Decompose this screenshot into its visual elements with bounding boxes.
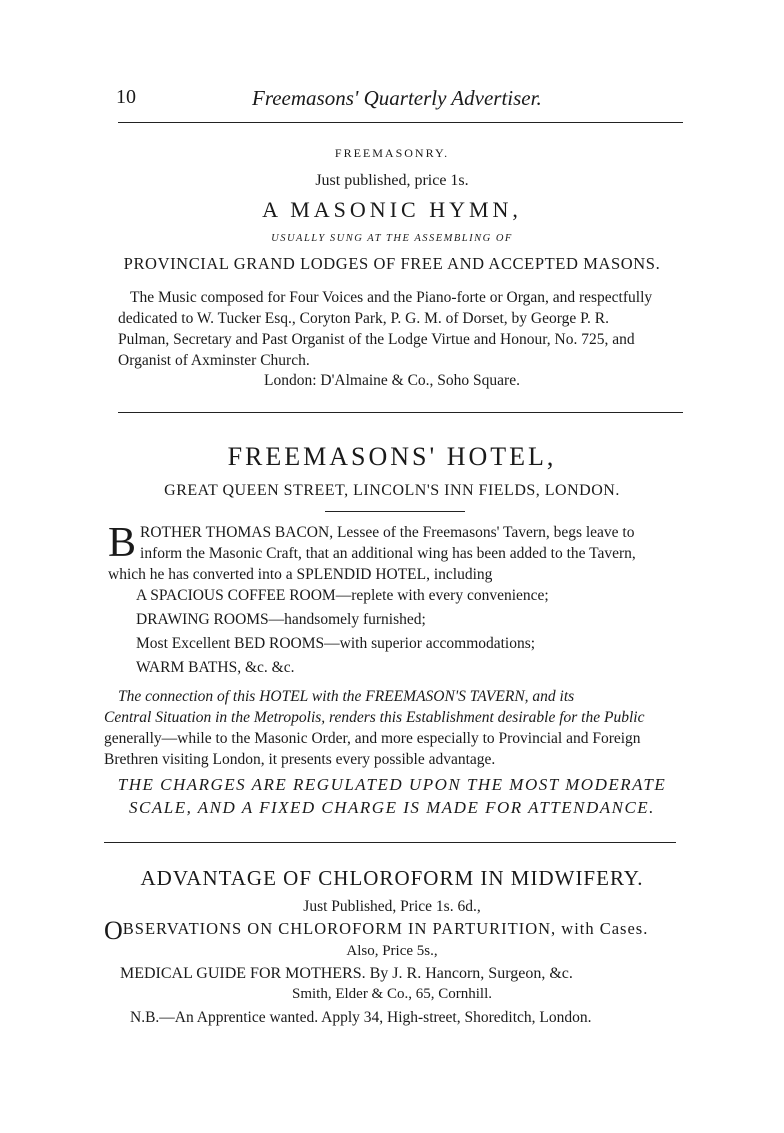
page-number: 10 [116,86,136,108]
ad1-body-line: dedicated to W. Tucker Esq., Coryton Park, P. G. M. of Dorset, by George P. R. [118,310,609,327]
ad1-body [118,287,684,371]
ad2-body-line: generally—while to the Masonic Order, and more especially to Provincial and Foreign [104,730,641,747]
ad3-guide: MEDICAL GUIDE FOR MOTHERS. By J. R. Hancorn, Surgeon, &c. [120,965,573,982]
ad2-body-line: Central Situation in the Metropolis, renders this Establishment desirable for the Public [104,709,645,726]
ad2-intro-line: inform the Masonic Craft, that an additional wing has been added to the Tavern, [140,545,636,562]
ad2-intro [108,522,688,585]
running-title: Freemasons' Quarterly Advertiser. [252,86,542,110]
ad1-body-line: Organist of Axminster Church. [118,352,310,369]
ad1-body-line: Pulman, Secretary and Past Organist of the Lodge Virtue and Honour, No. 725, and [118,331,635,348]
ad3-observations-text: BSERVATIONS ON CHLOROFORM IN PARTURITION, with Cases. [122,919,649,938]
header-rule [118,122,683,123]
ad1-kicker: FREEMASONRY. [334,146,450,160]
ad1-publisher: London: D'Almaine & Co., Soho Square. [264,372,520,389]
ad2-address: GREAT QUEEN STREET, LINCOLN'S INN FIELDS, LONDON. [164,482,620,499]
ad2-intro-line: ROTHER THOMAS BACON, Lessee of the Freemasons' Tavern, begs leave to [140,524,635,541]
ad3-note: N.B.—An Apprentice wanted. Apply 34, High-street, Shoreditch, London. [130,1009,592,1026]
ad3-also: Also, Price 5s., [346,943,438,959]
ad1-body-line: The Music composed for Four Voices and the Piano-forte or Organ, and respectfully [130,289,653,306]
ad2-charges-line: THE CHARGES ARE REGULATED UPON THE MOST MODERATE [117,775,667,794]
ad2-intro-line: which he has converted into a SPLENDID HOTEL, including [108,566,493,583]
ad3-published: Just Published, Price 1s. 6d., [303,898,481,915]
ad2-body [104,686,689,770]
section-divider [104,842,676,843]
ad1-published: Just published, price 1s. [315,172,469,189]
ad1-headline: A MASONIC HYMN, [262,197,522,222]
ad3-publisher: Smith, Elder & Co., 65, Cornhill. [291,986,492,1002]
running-header [0,86,784,116]
ad2-charges-line: SCALE, AND A FIXED CHARGE IS MADE FOR ATTENDANCE. [129,798,655,817]
short-divider [325,511,465,512]
ad2-features [136,584,676,680]
feature-item: WARM BATHS, &c. &c. [136,659,295,676]
ad3-dropcap: O [104,916,123,945]
feature-item: Most Excellent BED ROOMS—with superior accommodations; [136,635,536,652]
feature-item: A SPACIOUS COFFEE ROOM—replete with every convenience; [136,587,549,604]
ad1-subhead: USUALLY SUNG AT THE ASSEMBLING OF [271,233,513,244]
ad3-headline: ADVANTAGE OF CHLOROFORM IN MIDWIFERY. [140,866,644,890]
ad2-body-line: Brethren visiting London, it presents every possible advantage. [104,751,496,768]
ad2-headline: FREEMASONS' HOTEL, [227,442,557,471]
section-divider [118,412,683,413]
ad2-dropcap: B [108,520,137,566]
feature-item: DRAWING ROOMS—handsomely furnished; [136,611,426,628]
ad3-observations [104,916,686,945]
ad1-subhead2: PROVINCIAL GRAND LODGES OF FREE AND ACCEPTED MASONS. [123,254,661,273]
ad2-body-line: The connection of this HOTEL with the FREEMASON'S TAVERN, and its [118,688,575,705]
